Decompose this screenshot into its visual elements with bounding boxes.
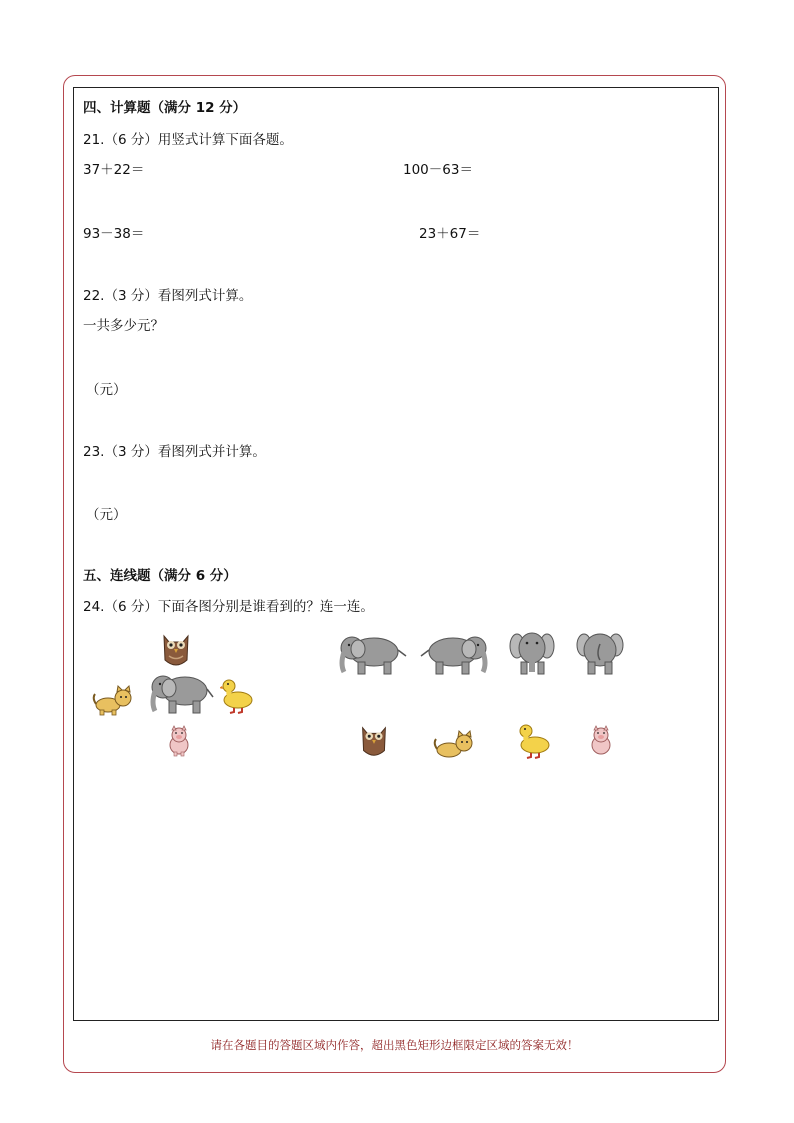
q21-item-1: 37＋22＝ — [83, 162, 145, 178]
owl-icon — [358, 722, 390, 760]
duck-icon — [517, 721, 551, 759]
elephant-icon — [576, 630, 624, 676]
q22-unit: （元） — [86, 382, 127, 398]
duck-icon — [220, 676, 254, 714]
elephant-icon — [509, 630, 555, 676]
q23-unit: （元） — [86, 507, 127, 523]
section5-heading: 五、连线题（满分 6 分） — [83, 568, 237, 584]
q21-item-2: 100－63＝ — [403, 162, 473, 178]
pig-icon — [588, 725, 614, 757]
owl-icon — [160, 630, 192, 670]
q21-item-3: 93－38＝ — [83, 226, 145, 242]
elephant-icon — [419, 632, 489, 676]
elephant-icon — [147, 671, 215, 715]
cat-icon — [92, 684, 136, 716]
section4-heading: 四、计算题（满分 12 分） — [83, 100, 247, 116]
q24-title: 24.（6 分）下面各图分别是谁看到的？连一连。 — [83, 599, 374, 615]
q22-title: 22.（3 分）看图列式计算。 — [83, 288, 253, 304]
q23-title: 23.（3 分）看图列式并计算。 — [83, 444, 266, 460]
pig-icon — [166, 725, 192, 757]
q22-question: 一共多少元？ — [83, 318, 164, 334]
answer-area-border — [73, 87, 719, 1021]
footer-notice: 请在各题目的答题区域内作答，超出黑色矩形边框限定区域的答案无效！ — [210, 1038, 579, 1052]
elephant-icon — [338, 632, 408, 676]
q21-title: 21.（6 分）用竖式计算下面各题。 — [83, 132, 293, 148]
cat-icon — [433, 729, 477, 761]
q21-item-4: 23＋67＝ — [419, 226, 481, 242]
